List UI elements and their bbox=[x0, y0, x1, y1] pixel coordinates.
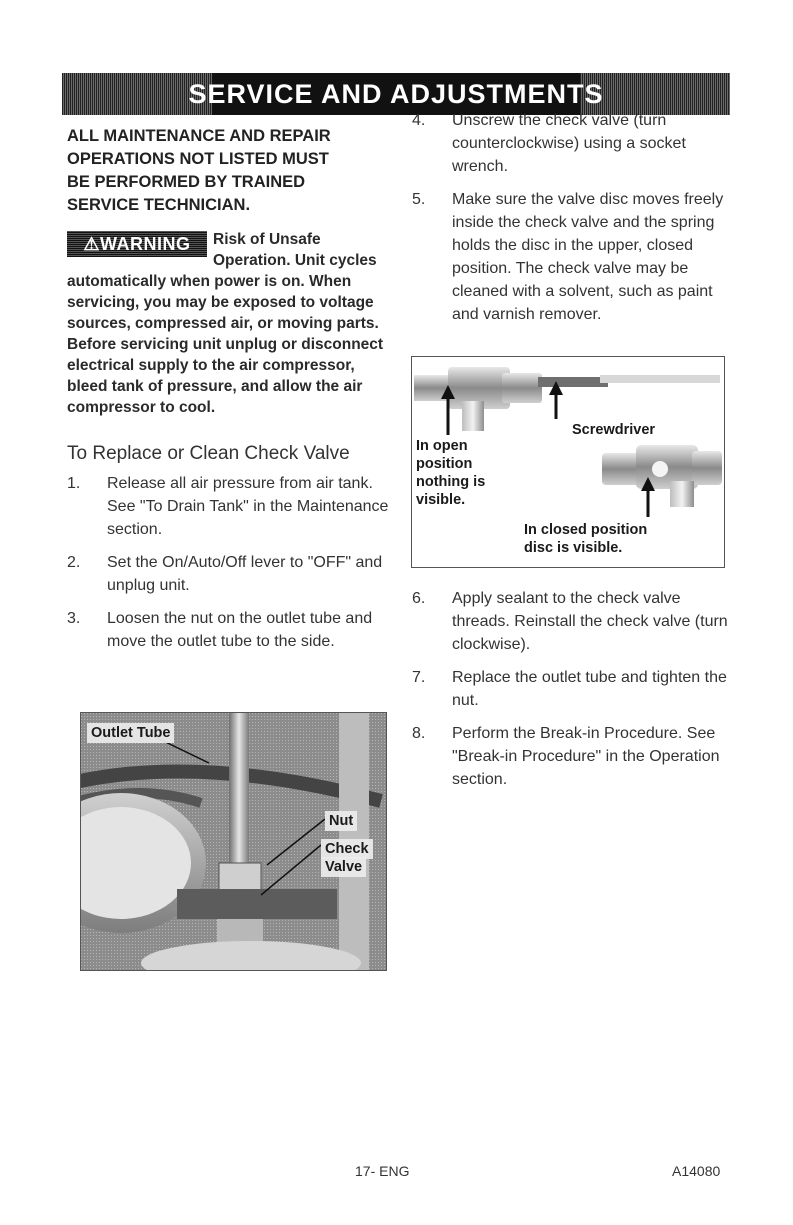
right-column bbox=[412, 109, 732, 336]
list-item bbox=[412, 587, 732, 656]
closed-position-label: disc is visible. bbox=[524, 540, 623, 556]
step-number: 2. bbox=[67, 554, 81, 571]
nut-shape bbox=[219, 863, 261, 891]
open-position-label: nothing is bbox=[416, 474, 486, 490]
outlet-tube-figure bbox=[80, 712, 387, 971]
open-position-label: position bbox=[416, 456, 473, 472]
list-item bbox=[412, 188, 732, 326]
step-text: Unscrew the check valve (turn counterclockwise) using a socket wrench. bbox=[452, 112, 686, 175]
step-number: 4. bbox=[412, 112, 426, 129]
list-item bbox=[67, 551, 397, 597]
warning-badge: ⚠WARNING bbox=[67, 231, 207, 257]
screwdriver-label: Screwdriver bbox=[572, 422, 656, 438]
step-number: 1. bbox=[67, 475, 81, 492]
step-text: Release all air pressure from air tank. See "To Drain Tank" in the Maintenance section. bbox=[107, 475, 389, 538]
open-position-label: In open bbox=[416, 438, 468, 454]
step-text: Perform the Break-in Procedure. See "Break-in Procedure" in the Operation section. bbox=[452, 725, 720, 788]
page-number: 17- ENG bbox=[355, 1163, 410, 1179]
open-position-label: visible. bbox=[416, 492, 466, 508]
warning-block bbox=[67, 229, 397, 418]
valve-label: Valve bbox=[321, 857, 366, 877]
list-item bbox=[412, 109, 732, 178]
intro-line: SERVICE TECHNICIAN. bbox=[67, 196, 251, 214]
list-item bbox=[412, 722, 732, 791]
step-number: 3. bbox=[67, 610, 81, 627]
step-text: Set the On/Auto/Off lever to "OFF" and unplug unit. bbox=[107, 554, 383, 594]
check-label: Check bbox=[321, 839, 373, 859]
closed-position-label: In closed position bbox=[524, 522, 648, 538]
step-number: 6. bbox=[412, 590, 426, 607]
section-heading: To Replace or Clean Check Valve bbox=[67, 443, 350, 464]
outlet-tube-shape bbox=[229, 713, 249, 873]
step-number: 7. bbox=[412, 669, 426, 686]
step-text: Loosen the nut on the outlet tube and move the outlet tube to the side. bbox=[107, 610, 373, 650]
intro-line: ALL MAINTENANCE AND REPAIR bbox=[67, 127, 331, 145]
closed-valve-shape bbox=[602, 445, 722, 507]
intro-line: BE PERFORMED BY TRAINED bbox=[67, 173, 306, 191]
list-item bbox=[412, 666, 732, 712]
step-text: Apply sealant to the check valve threads. Reinstall the check valve (turn clockwise). bbox=[452, 590, 728, 653]
check-valve-shape bbox=[177, 889, 337, 919]
step-text: Make sure the valve disc moves freely inside the check valve and the spring holds the disc in the upper, closed position. The check valve may be cleaned with a solvent, such as paint and varnish remover. bbox=[452, 191, 724, 323]
steps-right-bottom-list bbox=[412, 587, 732, 791]
warning-text: Risk of Unsafe Operation. Unit cycles automatically when power is on. When servicing, you may be exposed to voltage sources, compressed air, or moving parts. Before servicing unit unplug or disconnect electrical supply to the air compressor, bleed tank of pressure, and allow the air compressor to cool. bbox=[67, 231, 384, 416]
left-column bbox=[67, 125, 397, 663]
step-number: 8. bbox=[412, 725, 426, 742]
list-item bbox=[67, 472, 397, 541]
document-code: A14080 bbox=[672, 1163, 721, 1179]
open-valve-shape bbox=[414, 367, 720, 431]
steps-right-top-list bbox=[412, 109, 732, 326]
steps-left-list bbox=[67, 472, 397, 653]
right-column-lower bbox=[412, 587, 732, 801]
page-title: SERVICE AND ADJUSTMENTS bbox=[188, 78, 604, 109]
check-valve-figure bbox=[411, 356, 725, 568]
step-text: Replace the outlet tube and tighten the nut. bbox=[452, 669, 727, 709]
outlet-tube-label: Outlet Tube bbox=[87, 723, 174, 743]
list-item bbox=[67, 607, 397, 653]
nut-label: Nut bbox=[325, 811, 357, 831]
intro-line: OPERATIONS NOT LISTED MUST bbox=[67, 150, 329, 168]
step-number: 5. bbox=[412, 191, 426, 208]
